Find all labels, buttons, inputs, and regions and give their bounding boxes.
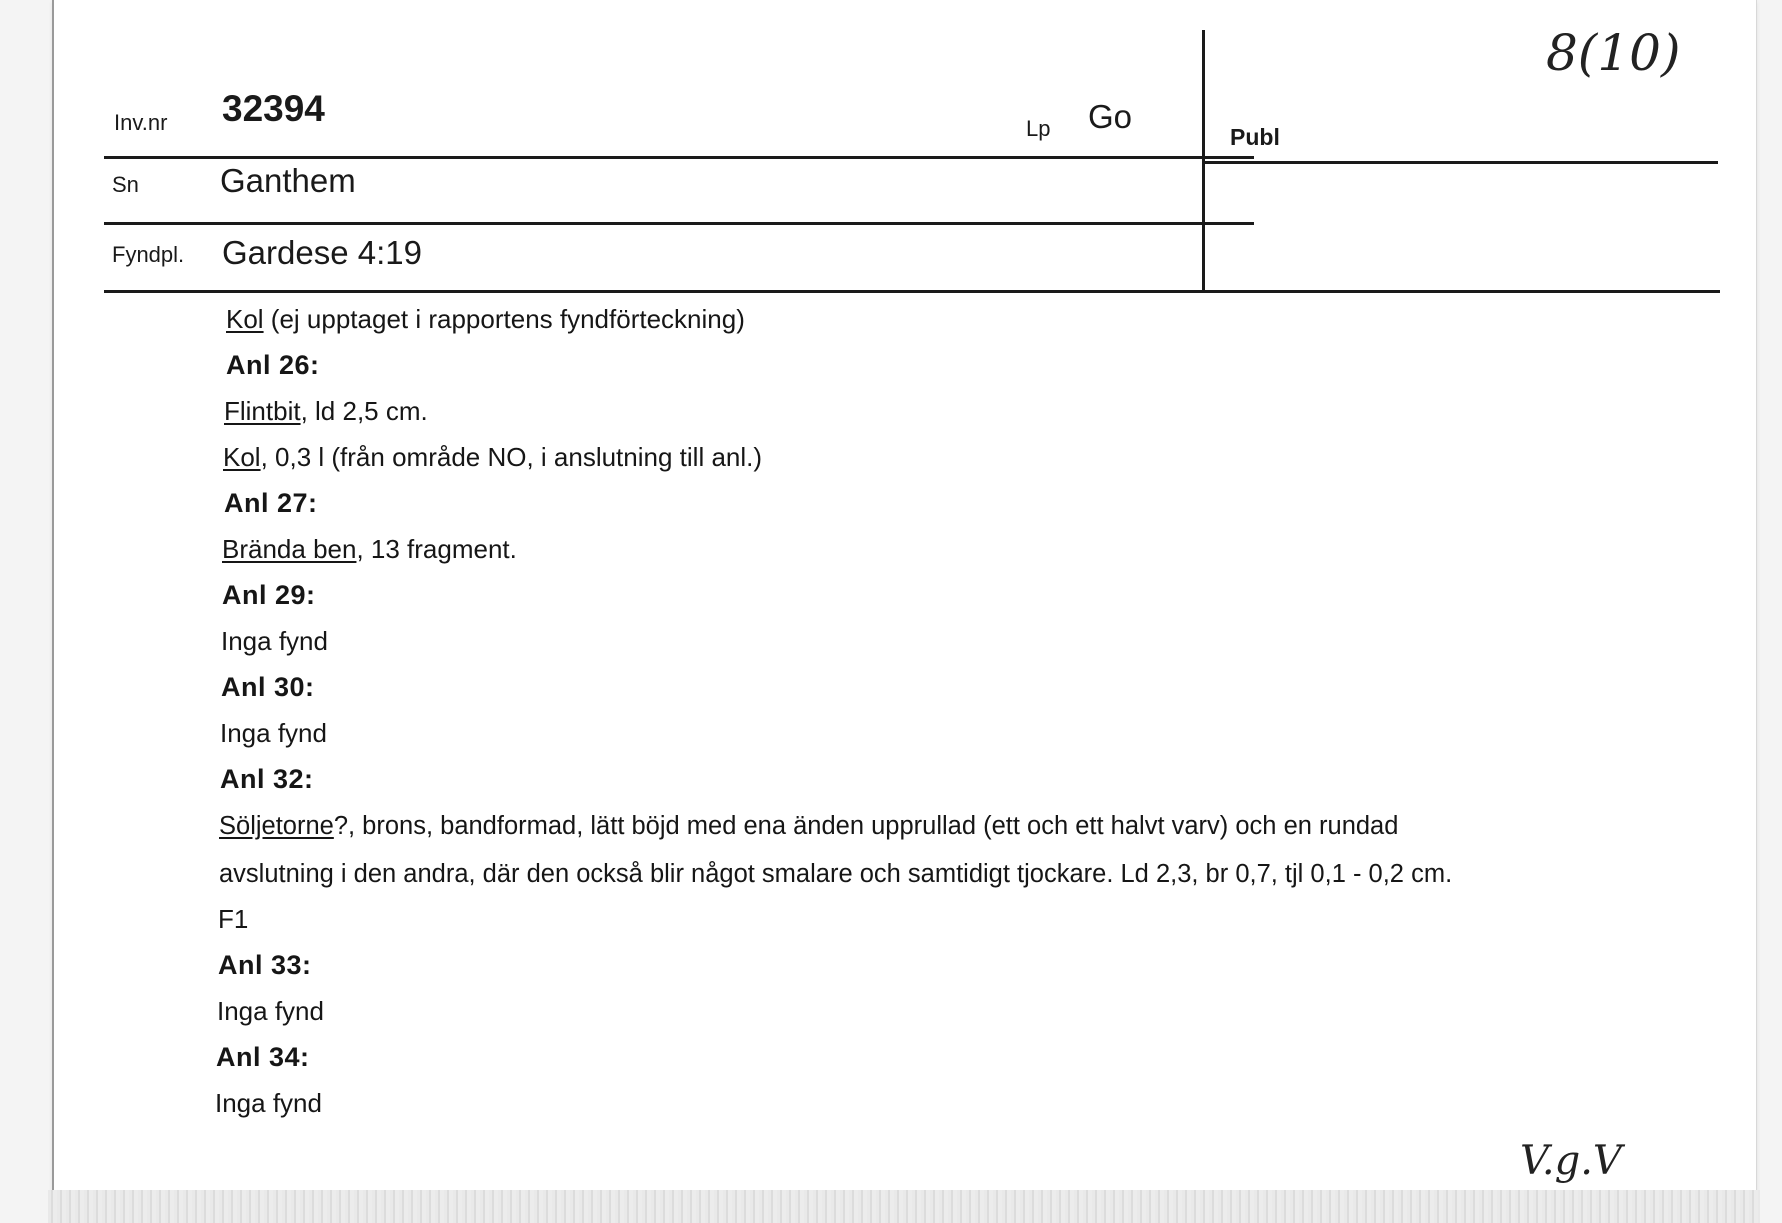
publ-label: Publ [1230,124,1280,150]
entry-heading: Anl 33: [218,950,312,980]
inv-nr-value: 32394 [222,88,325,129]
entry-line: Kol, 0,3 l (från område NO, i anslutning till anl.) [223,442,763,472]
header-rule-publ [1202,161,1718,164]
entry-heading: Anl 32: [220,764,314,794]
entry-heading: Anl 30: [221,672,315,702]
entry-line: Söljetorne?, brons, bandformad, lätt böjd med ena änden upprullad (ett och ett halvt varv) och en rundad [219,812,1399,840]
header-rule-2 [104,222,1254,225]
fyndpl-value: Gardese 4:19 [222,234,422,271]
entry-line: F1 [218,904,249,934]
header-divider [1202,30,1205,292]
fyndpl-label: Fyndpl. [112,242,185,267]
entry-heading: Anl 27: [224,488,318,518]
handwritten-signature: V.g.V [1520,1138,1622,1184]
entry-line: Kol (ej upptaget i rapportens fyndförteckning) [226,304,745,334]
handwritten-page-number: 8(10) [1546,24,1681,82]
sn-label: Sn [112,172,139,197]
entry-heading: Anl 26: [226,350,320,380]
header-rule-1 [104,156,1254,159]
entry-line: avslutning i den andra, där den också blir något smalare och samtidigt tjockare. Ld 2,3, br 0,7, tjl 0,1 - 0,2 cm. [219,860,1453,888]
entry-heading: Anl 34: [216,1042,310,1072]
sn-value: Ganthem [220,162,356,199]
lp-value: Go [1088,98,1133,135]
entry-heading: Anl 29: [222,580,316,610]
header-rule-3 [104,290,1720,293]
entry-line: Inga fynd [220,718,327,748]
lp-label: Lp [1026,116,1051,141]
entry-line: Flintbit, ld 2,5 cm. [224,396,428,426]
inv-nr-label: Inv.nr [114,110,168,135]
scan-edge-strip [48,1190,1760,1223]
entry-line: Inga fynd [217,996,324,1026]
entry-line: Brända ben, 13 fragment. [222,534,517,564]
entry-line: Inga fynd [221,626,328,656]
entry-line: Inga fynd [215,1088,322,1118]
catalog-card [52,0,1757,1191]
